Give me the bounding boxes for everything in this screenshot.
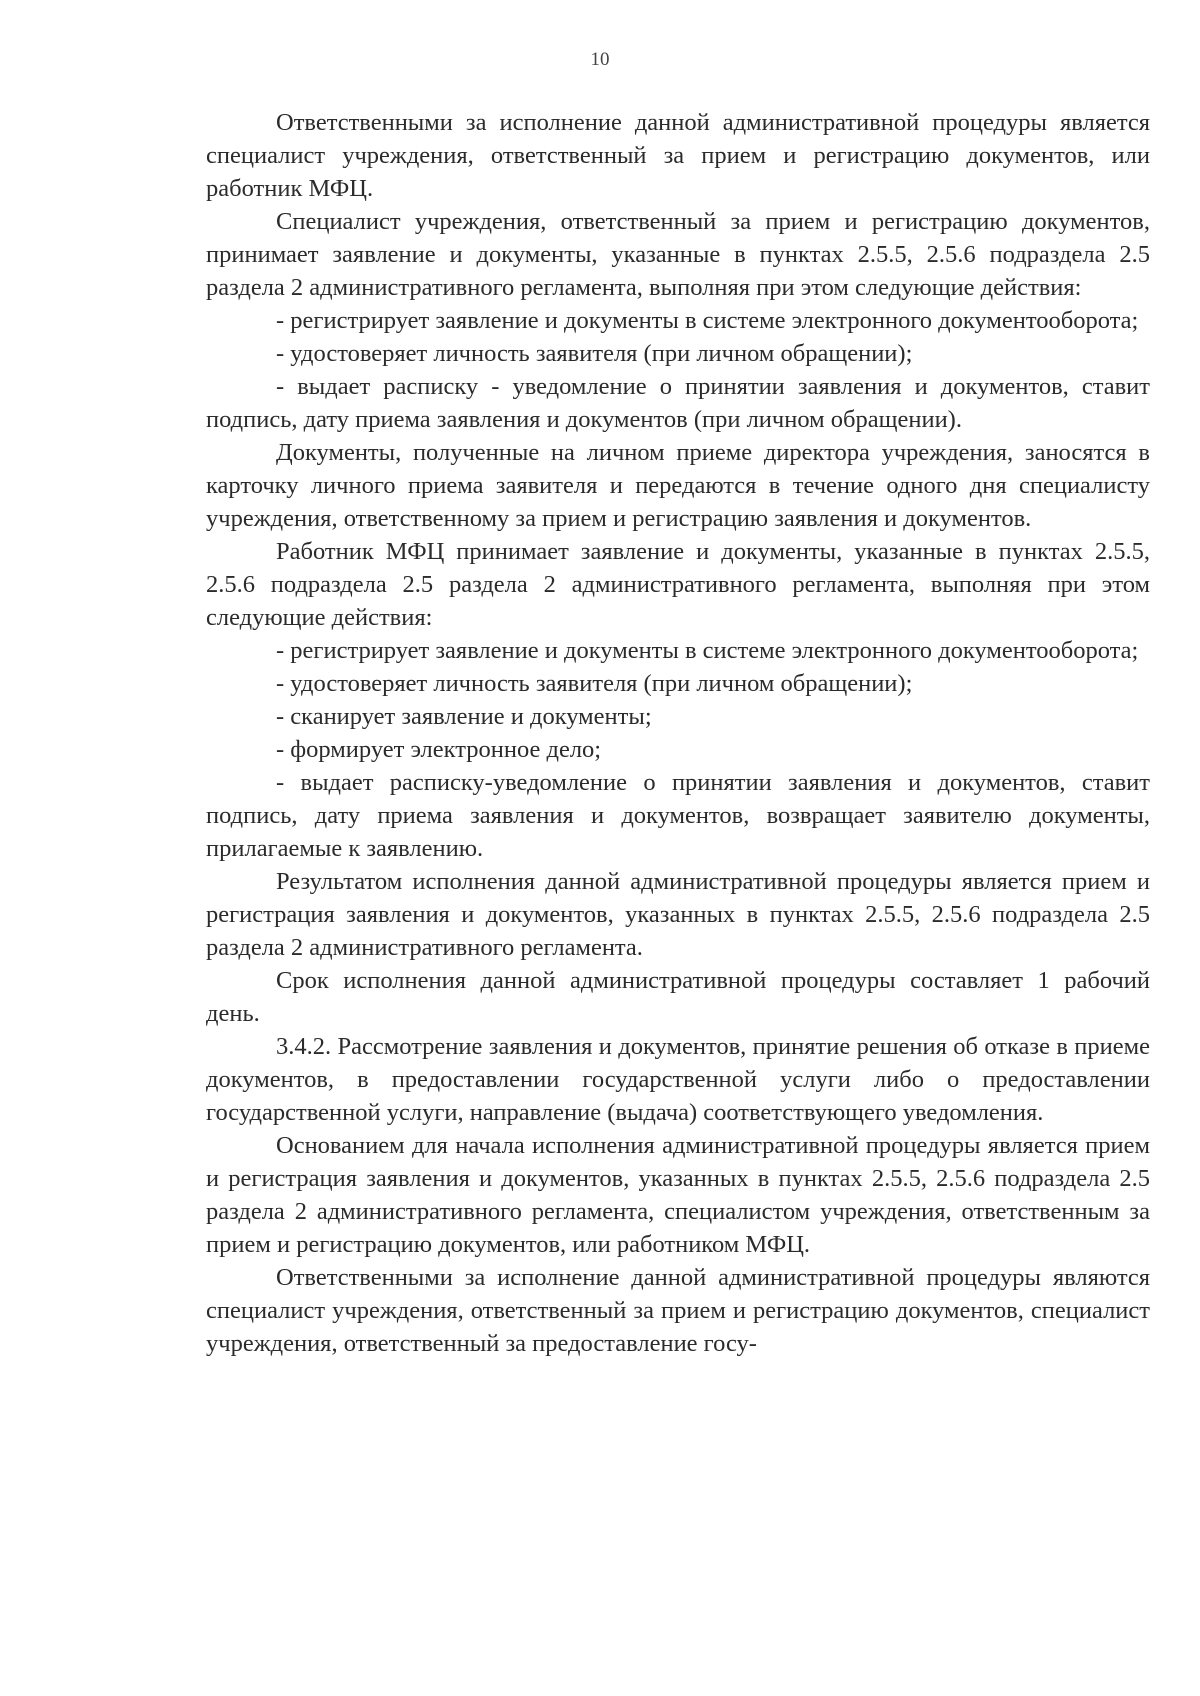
list-item: - выдает расписку-уведомление о принятии заявления и документов, ставит подпись, дату приема заявления и документов, возвращает заявителю документы, прилагаемые к заявлению. <box>206 769 1150 862</box>
page-number: 10 <box>590 49 610 70</box>
list-item: - выдает расписку - уведомление о принятии заявления и документов, ставит подпись, дату приема заявления и документов (при личном обращении). <box>206 373 1150 433</box>
paragraph: Работник МФЦ принимает заявление и документы, указанные в пунктах 2.5.5, 2.5.6 подраздела 2.5 раздела 2 административного регламента, выполняя при этом следующие действия: <box>206 538 1150 631</box>
list-item: - формирует электронное дело; <box>276 736 602 763</box>
list-item: - удостоверяет личность заявителя (при личном обращении); <box>276 670 913 697</box>
paragraph: Специалист учреждения, ответственный за прием и регистрацию документов, принимает заявление и документы, указанные в пунктах 2.5.5, 2.5.6 подраздела 2.5 раздела 2 административного регламента, выполняя при этом следующие действия: <box>206 208 1150 301</box>
section-heading-paragraph: 3.4.2. Рассмотрение заявления и документов, принятие решения об отказе в приеме документов, в предоставлении государственной услуги либо о предоставлении государственной услуги, направление (выдача) соответствующего уведомления. <box>206 1033 1150 1126</box>
list-item: - сканирует заявление и документы; <box>276 703 652 730</box>
body-text <box>206 106 1150 1360</box>
paragraph: Основанием для начала исполнения административной процедуры является прием и регистрация заявления и документов, указанных в пунктах 2.5.5, 2.5.6 подраздела 2.5 раздела 2 административного регламента, специалистом учреждения, ответственным за прием и регистрацию документов, или работником МФЦ. <box>206 1132 1150 1258</box>
list-item: - регистрирует заявление и документы в системе электронного документооборота; <box>276 307 1139 334</box>
paragraph: Ответственными за исполнение данной административной процедуры являются специалист учреждения, ответственный за прием и регистрацию документов, специалист учреждения, ответственный за предоставление госу- <box>206 1264 1150 1357</box>
list-item: - удостоверяет личность заявителя (при личном обращении); <box>276 340 913 367</box>
list-item: - регистрирует заявление и документы в системе электронного документооборота; <box>276 637 1139 664</box>
paragraph: Результатом исполнения данной административной процедуры является прием и регистрация заявления и документов, указанных в пунктах 2.5.5, 2.5.6 подраздела 2.5 раздела 2 административного регламента. <box>206 868 1150 961</box>
paragraph: Срок исполнения данной административной процедуры составляет 1 рабочий день. <box>206 967 1150 1027</box>
paragraph: Документы, полученные на личном приеме директора учреждения, заносятся в карточку личного приема заявителя и передаются в течение одного дня специалисту учреждения, ответственному за прием и регистрацию заявления и документов. <box>206 439 1150 532</box>
paragraph: Ответственными за исполнение данной административной процедуры является специалист учреждения, ответственный за прием и регистрацию документов, или работник МФЦ. <box>206 109 1150 202</box>
